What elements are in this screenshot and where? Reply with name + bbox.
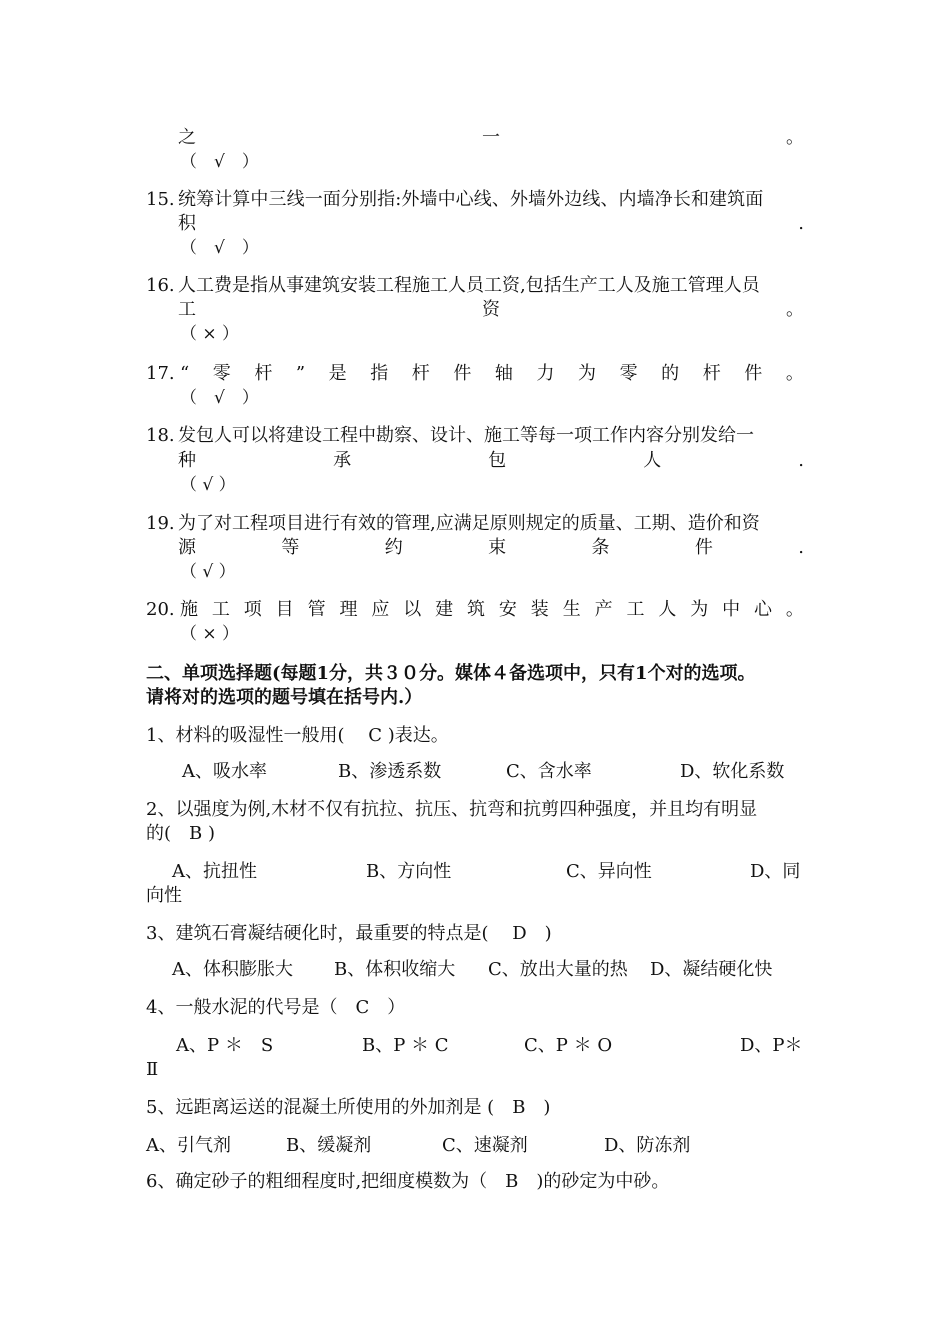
c2-question-line2: 的( B ) — [146, 823, 215, 844]
q16-answer: （ × ） — [180, 324, 240, 344]
q15-number: 15. — [146, 189, 175, 210]
c4-option-a: A、P ＊ S — [176, 1035, 274, 1056]
q15-text: 统筹计算中三线一面分别指:外墙中心线、外墙外边线、内墙净长和建筑面 — [178, 189, 764, 210]
q17-number: 17. — [146, 363, 175, 384]
c2-question-line1: 2、以强度为例,木材不仅有抗拉、抗压、抗弯和抗剪四种强度，并且均有明显 — [146, 799, 758, 820]
c1-option-b: B、渗透系数 — [338, 761, 442, 782]
c4-option-d: D、P＊ — [740, 1035, 803, 1056]
q16-number: 16. — [146, 275, 175, 296]
c5-option-a: A、引气剂 — [146, 1135, 231, 1156]
c1-option-c: C、含水率 — [506, 761, 592, 782]
q15-answer: （ √ ） — [180, 238, 259, 258]
q20-text-line: 施 工 项 目 管 理 应 以 建 筑 安 装 生 产 工 人 为 中 心 。 — [180, 599, 804, 620]
c3-option-a: A、体积膨胀大 — [172, 959, 293, 980]
c5-option-b: B、缓凝剂 — [286, 1135, 372, 1156]
c3-option-d: D、凝结硬化快 — [650, 959, 773, 980]
c4-option-d-wrap: Ⅱ — [146, 1059, 159, 1080]
q18-tail-line: 种 承 包 人 . — [178, 450, 804, 471]
q20-number: 20. — [146, 599, 175, 620]
c5-option-c: C、速凝剂 — [442, 1135, 528, 1156]
c2-option-b: B、方向性 — [366, 861, 452, 882]
q18-answer: （ √ ） — [180, 475, 236, 495]
q16-tail-line: 工 资 。 — [178, 299, 804, 320]
q18-number: 18. — [146, 425, 175, 446]
c5-option-d: D、防冻剂 — [604, 1135, 691, 1156]
section2-heading-line1: 二、单项选择题(每题1分，共３０分。媒体４备选项中，只有1个对的选项。 — [146, 663, 756, 684]
c3-option-c: C、放出大量的热 — [488, 959, 628, 980]
c4-question: 4、一般水泥的代号是（ C ） — [146, 997, 406, 1018]
q17-text-line: “ 零 杆 ” 是 指 杆 件 轴 力 为 零 的 杆 件 。 — [180, 363, 804, 384]
q14-answer: （ √ ） — [180, 152, 259, 172]
c2-option-c: C、异向性 — [566, 861, 652, 882]
c1-option-d: D、软化系数 — [680, 761, 785, 782]
c2-option-d-wrap: 向性 — [146, 885, 182, 906]
q19-tail-line: 源 等 约 束 条 件 . — [178, 537, 804, 558]
c1-option-a: A、吸水率 — [182, 761, 267, 782]
c2-option-d: D、同 — [750, 861, 801, 882]
section2-heading-line2: 请将对的选项的题号填在括号内.） — [146, 687, 423, 708]
q20-answer: （ × ） — [180, 624, 240, 644]
c4-option-c: C、P ＊ O — [524, 1035, 613, 1056]
q19-number: 19. — [146, 513, 175, 534]
q16-text: 人工费是指从事建筑安装工程施工人员工资,包括生产工人及施工管理人员 — [178, 275, 760, 296]
c2-option-a: A、抗扭性 — [172, 861, 257, 882]
q19-text: 为了对工程项目进行有效的管理,应满足原则规定的质量、工期、造价和资 — [178, 513, 760, 534]
c5-question: 5、远距离运送的混凝土所使用的外加剂是 ( B ) — [146, 1097, 551, 1118]
c3-option-b: B、体积收缩大 — [334, 959, 456, 980]
q14-tail-line: 之 一 。 — [178, 127, 804, 148]
q18-text: 发包人可以将建设工程中勘察、设计、施工等每一项工作内容分别发给一 — [178, 425, 754, 446]
q19-answer: （ √ ） — [180, 562, 236, 582]
q17-answer: （ √ ） — [180, 388, 259, 408]
c6-question: 6、确定砂子的粗细程度时,把细度模数为（ B )的砂定为中砂。 — [146, 1171, 670, 1192]
c4-option-b: B、P ＊ C — [362, 1035, 449, 1056]
q15-tail-line: 积 . — [178, 213, 804, 234]
c3-question: 3、建筑石膏凝结硬化时，最重要的特点是( D ) — [146, 923, 552, 944]
c1-question: 1、材料的吸湿性一般用( C )表达。 — [146, 725, 449, 746]
